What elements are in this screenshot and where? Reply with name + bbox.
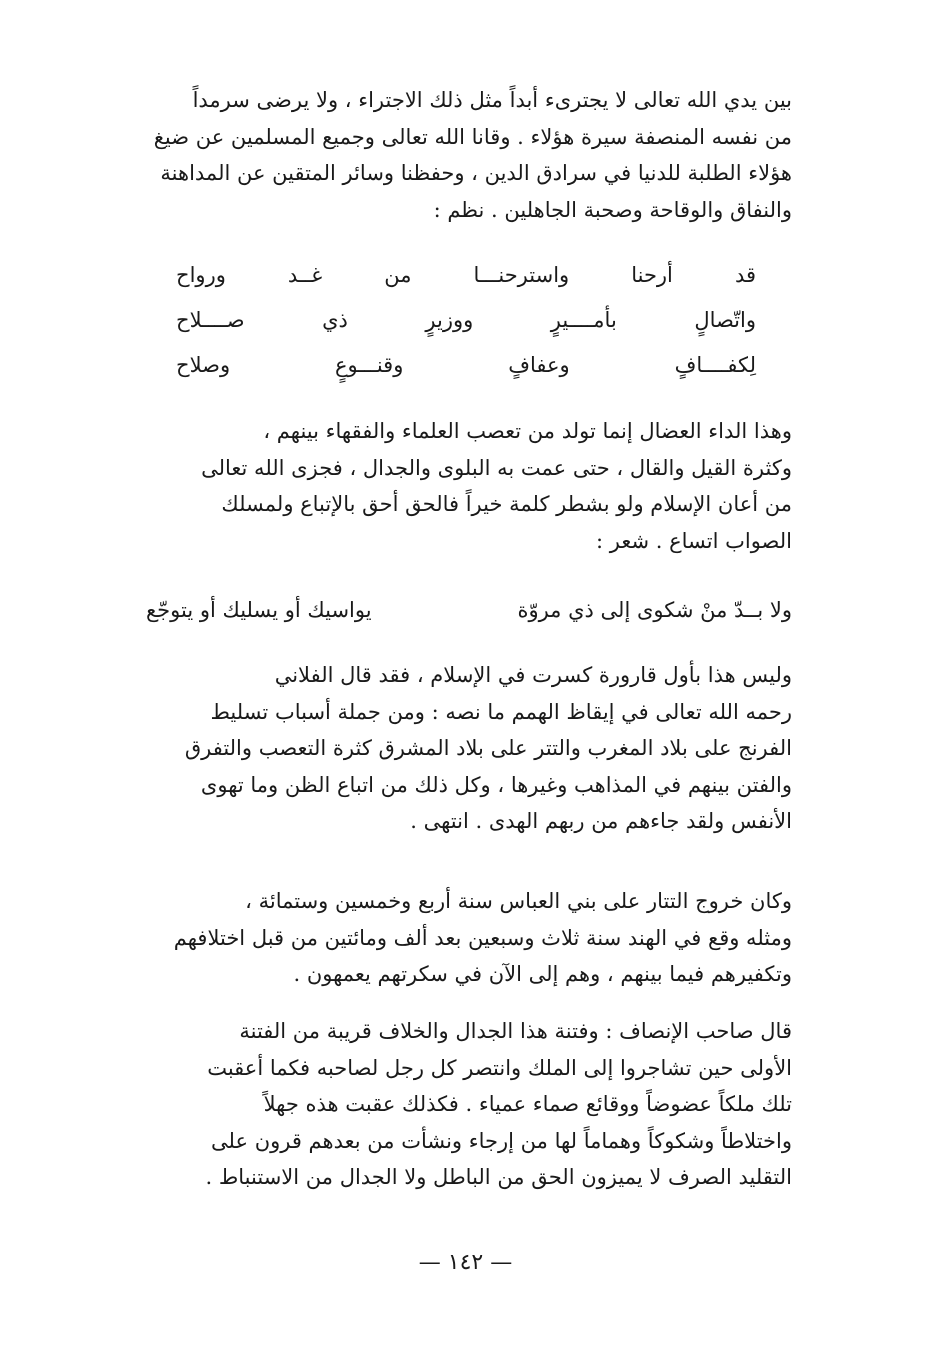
text-line: والفتن بينهم في المذاهب وغيرها ، وكل ذلك من اتباع الظن وما تهوى bbox=[200, 772, 792, 797]
text-line: والنفاق والوقاحة وصحبة الجاهلين . نظم : bbox=[433, 197, 792, 222]
poem-word: غــد bbox=[287, 262, 323, 287]
text-line: وكثرة القيل والقال ، حتى عمت به البلوى والجدال ، فجزى الله تعالى bbox=[201, 455, 792, 480]
poem-word: واسترحنـــا bbox=[473, 262, 570, 287]
text-line: وكان خروج التتار على بني العباس سنة أربع وخمسين وستمائة ، bbox=[245, 889, 792, 913]
poem-line bbox=[176, 297, 756, 342]
text-line: من أعان الإسلام ولو بشطر كلمة خيراً فالحق أحق بالإتباع ولمسلك bbox=[221, 492, 792, 516]
verse bbox=[146, 592, 792, 628]
text-line: من نفسه المنصفة سيرة هؤلاء . وقانا الله تعالى وجميع المسلمين عن ضيغ bbox=[153, 124, 792, 149]
verse-second-hemistich: يواسيك أو يسليك أو يتوجّع bbox=[146, 598, 372, 622]
text-line: الفرنج على بلاد المغرب والتتر على بلاد المشرق كثرة التعصب والتفرق bbox=[184, 736, 792, 760]
poem-line bbox=[176, 252, 756, 297]
page-number: — ١٤٢ — bbox=[418, 1250, 513, 1275]
poem-word: وقنـــوعٍ bbox=[334, 352, 404, 377]
poem-word: بأمــــيرٍ bbox=[550, 307, 617, 332]
text-line: الأولى حين تشاجروا إلى الملك وانتصر كل رجل لصاحبه فكما أعقبت bbox=[207, 1055, 792, 1080]
poem-word: لِكفــــافٍ bbox=[674, 352, 756, 377]
text-line: قال صاحب الإنصاف : وفتنة هذا الجدال والخلاف قريبة من الفتنة bbox=[239, 1019, 792, 1043]
text-line: بين يدي الله تعالى لا يجترىء أبداً مثل ذلك الاجتراء ، ولا يرضى سرمداً bbox=[192, 88, 792, 112]
poem-word: صــــلاح bbox=[176, 307, 245, 332]
poem-word: ووزيرٍ bbox=[425, 307, 474, 332]
poem bbox=[176, 252, 756, 387]
text-line: تلك ملكاً عضوضاً ووقائع صماء عمياء . فكذلك عقبت هذه جهلاً bbox=[263, 1092, 792, 1116]
poem-word: أرحنا bbox=[631, 262, 673, 287]
paragraph-3 bbox=[146, 657, 792, 840]
verse-first-hemistich: ولا بــدّ منْ شكوى إلى ذي مروّة bbox=[517, 598, 792, 622]
text-line: رحمه الله تعالى في إيقاظ الهمم ما نصه : ومن جملة أسباب تسليط bbox=[210, 699, 792, 724]
poem-word: ذي bbox=[322, 307, 348, 332]
paragraph-4 bbox=[146, 883, 792, 993]
text-line: الأنفس ولقد جاءهم من ربهم الهدى . انتهى . bbox=[410, 809, 792, 833]
text-line: هؤلاء الطلبة للدنيا في سرادق الدين ، وحفظنا وسائر المتقين عن المداهنة bbox=[160, 161, 792, 185]
text-line: وتكفيرهم فيما بينهم ، وهم إلى الآن في سكرتهم يعمهون . bbox=[293, 962, 792, 986]
poem-word: من bbox=[384, 262, 412, 287]
text-line: الصواب اتساع . شعر : bbox=[595, 528, 792, 553]
poem-word: واتّصالٍ bbox=[694, 307, 756, 332]
paragraph-1 bbox=[146, 82, 792, 228]
text-line: وهذا الداء العضال إنما تولد من تعصب العلماء والفقهاء بينهم ، bbox=[263, 419, 792, 443]
poem-word: وعفافٍ bbox=[508, 352, 570, 377]
poem-line bbox=[176, 342, 756, 387]
paragraph-2 bbox=[146, 413, 792, 559]
poem-word: وصلاح bbox=[176, 352, 231, 377]
text-line: وليس هذا بأول قارورة كسرت في الإسلام ، فقد قال الفلاني bbox=[274, 663, 792, 687]
poem-word: ورواح bbox=[176, 262, 226, 287]
text-line: ومثله وقع في الهند سنة ثلاث وسبعين بعد ألف ومائتين من قبل اختلافهم bbox=[173, 925, 792, 950]
text-line: التقليد الصرف لا يميزون الحق من الباطل ولا الجدال من الاستنباط . bbox=[205, 1165, 792, 1189]
poem-word: قد bbox=[734, 262, 756, 287]
paragraph-5 bbox=[146, 1013, 792, 1196]
text-line: واختلاطاً وشكوكاً وهماماً لها من إرجاء ونشأت من بعدهم قرون على bbox=[211, 1128, 792, 1153]
